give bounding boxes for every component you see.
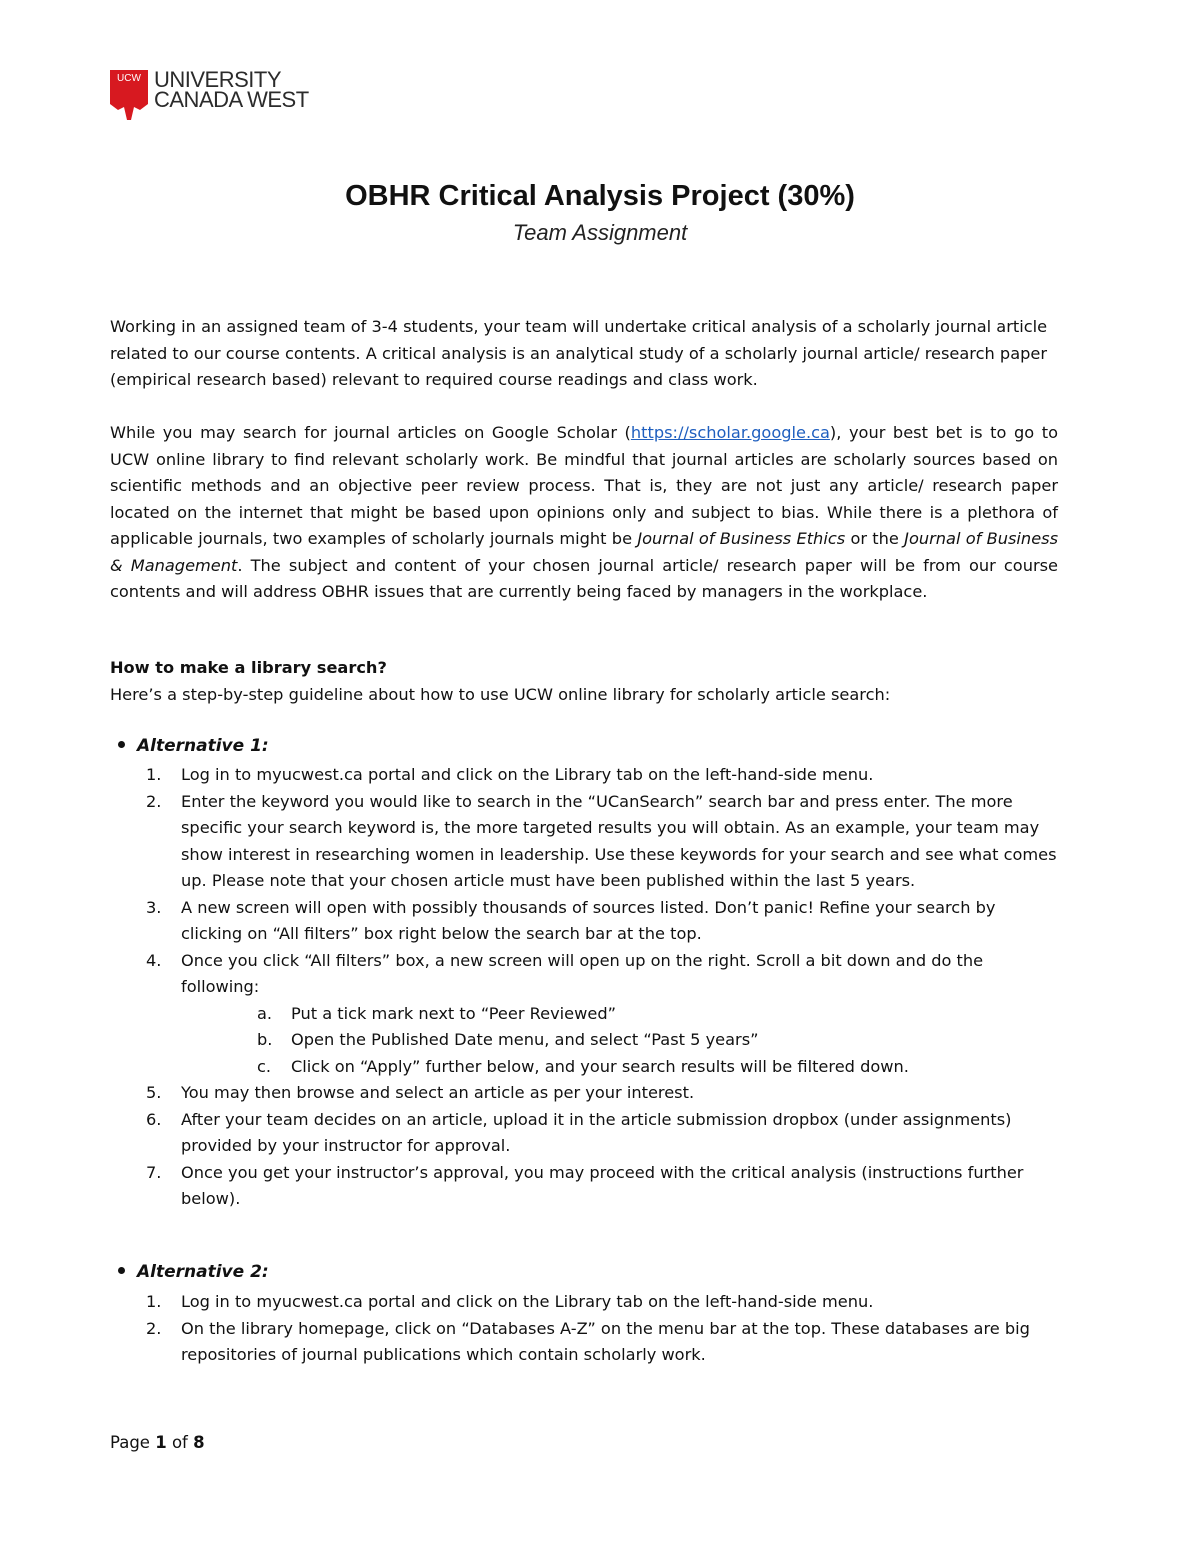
page-title: OBHR Critical Analysis Project (30%) (345, 180, 855, 212)
journal-name-2: Journal of Business & Management (110, 529, 1059, 575)
bullet-icon (118, 1267, 125, 1274)
list-item: 7. Once you get your instructor’s approval, you may proceed with the critical analysis (instructions further below). (146, 1162, 1024, 1208)
alternative-1-heading (118, 736, 269, 756)
maple-leaf-icon (110, 70, 148, 120)
para2-text-b: ), your best bet is to go to UCW online library to find relevant scholarly work. Be mindful that journal articles are scholarly sources based on scientific methods and an objective peer review process. That is, they are not just any article/ research paper located on the internet that might be based upon opinions only and subject to bias. While there is a plethora of applicable journals, two examples of scholarly journals might be (110, 423, 1058, 548)
filter-substeps (181, 1001, 1060, 1081)
sub-list-item: c. Click on “Apply” further below, and your search results will be filtered down. (257, 1056, 909, 1076)
list-item: 1. Log in to myucwest.ca portal and click on the Library tab on the left-hand-side menu. (146, 1292, 874, 1311)
journal-name-1: Journal of Business Ethics (637, 529, 846, 548)
svg-text:UCW: UCW (117, 73, 141, 84)
list-item: 2. Enter the keyword you would like to search in the “UCanSearch” search bar and press enter. The more specific your search keyword is, the more targeted results you will obtain. As an example, your team may show interest in researching women in leadership. Use these keywords for your search and see what comes up. Please note that your chosen article must have been published within the last 5 years. (146, 791, 1057, 890)
page-subtitle: Team Assignment (512, 220, 688, 245)
alternative-2-steps (140, 1289, 1060, 1369)
library-search-heading: How to make a library search? (110, 658, 387, 677)
alternative-2-label: Alternative 2: (137, 1262, 269, 1282)
alternative-1-steps (140, 762, 1060, 1213)
library-search-intro: Here’s a step-by-step guideline about how to use UCW online library for scholarly article search: (110, 685, 891, 704)
alternative-2-heading (118, 1262, 269, 1282)
page-number-footer: Page 1 of 8 (110, 1433, 205, 1452)
list-item: 3. A new screen will open with possibly thousands of sources listed. Don’t panic! Refine your search by clicking on “All filters” box right below the search bar at the top. (146, 897, 996, 943)
search-paragraph (110, 420, 1058, 606)
para2-text-c: or the (845, 529, 905, 548)
sub-list-item: b. Open the Published Date menu, and select “Past 5 years” (257, 1030, 759, 1049)
google-scholar-link[interactable]: https://scholar.google.ca (630, 423, 830, 442)
list-item: 2. On the library homepage, click on “Databases A-Z” on the menu bar at the top. These databases are big repositories of journal publications which contain scholarly work. (146, 1318, 1030, 1364)
para2-text-a: While you may search for journal articles on Google Scholar ( (110, 423, 631, 442)
alternative-1-label: Alternative 1: (137, 736, 269, 756)
logo-line-1: UNIVERSITY (154, 67, 282, 92)
list-item: 6. After your team decides on an article, upload it in the article submission dropbox (under assignments) provided by your instructor for approval. (146, 1109, 1012, 1155)
logo-line-2: CANADA WEST (154, 87, 309, 112)
intro-paragraph: Working in an assigned team of 3-4 students, your team will undertake critical analysis of a scholarly journal article related to our course contents. A critical analysis is an analytical study of a scholarly journal article/ research paper (empirical research based) relevant to required course readings and class work. (110, 317, 1048, 389)
logo-wordmark (154, 67, 309, 112)
para2-text-d: . The subject and content of your chosen journal article/ research paper will be from our course contents and will address OBHR issues that are currently being faced by managers in the workplace. (110, 555, 1059, 601)
list-item: 4. Once you click “All filters” box, a new screen will open up on the right. Scroll a bit down and do the following: a. Put a tick mark next to “Peer Reviewed” b. Open the Published Date menu, and select “Past 5 years” c. Click on “Apply” further below, and your search results will be filtered down. (140, 948, 1060, 1081)
university-logo (110, 67, 309, 120)
sub-list-item: a. Put a tick mark next to “Peer Reviewed” (257, 1003, 616, 1023)
bullet-icon (118, 741, 125, 748)
list-item: 1. Log in to myucwest.ca portal and click on the Library tab on the left-hand-side menu. (146, 765, 874, 784)
list-item: 5. You may then browse and select an article as per your interest. (146, 1083, 695, 1102)
